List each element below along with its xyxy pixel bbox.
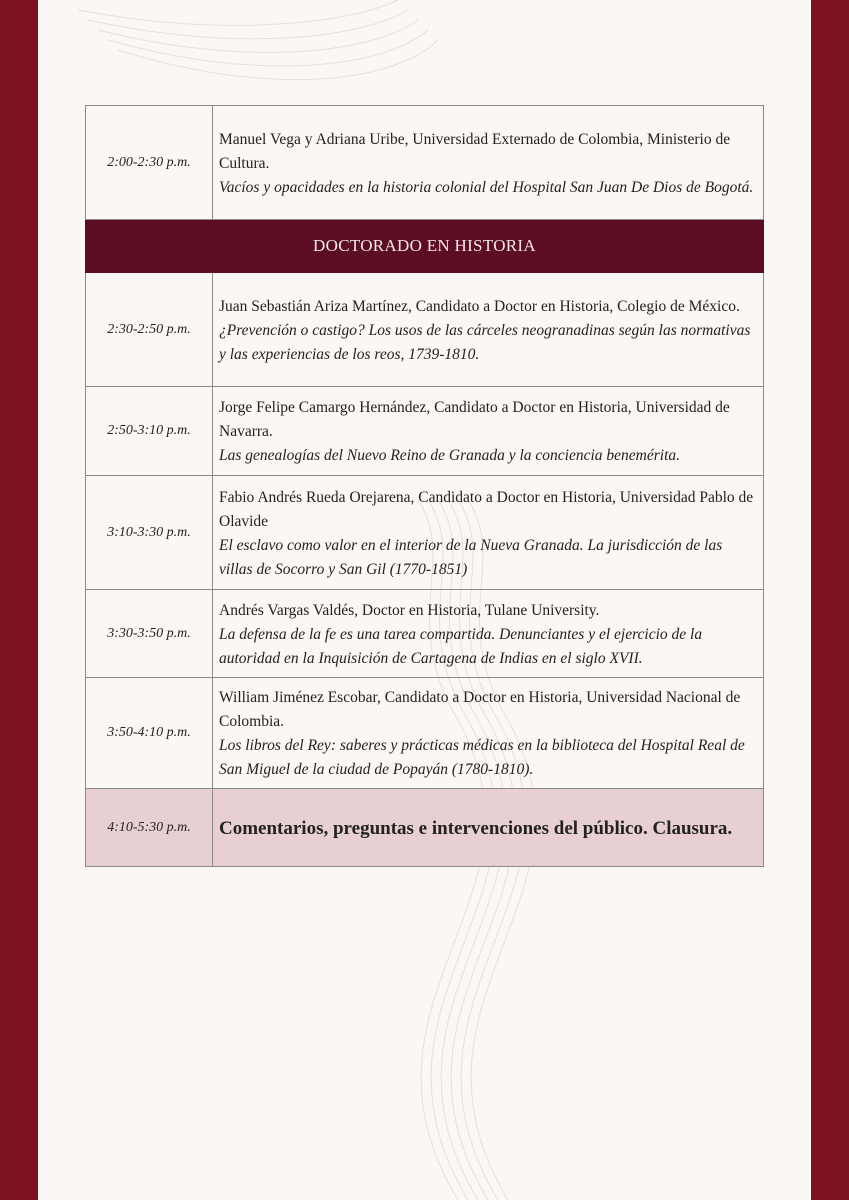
speakers-text: Fabio Andrés Rueda Orejarena, Candidato a Doctor en Historia, Universidad Pablo de Olavide bbox=[219, 488, 754, 530]
talk-title: Las genealogías del Nuevo Reino de Granada y la conciencia benemérita. bbox=[219, 447, 681, 464]
section-heading: DOCTORADO EN HISTORIA bbox=[86, 220, 764, 273]
talk-title: Vacíos y opacidades en la historia colonial del Hospital San Juan De Dios de Bogotá. bbox=[219, 178, 754, 196]
session-cell bbox=[213, 476, 764, 590]
table-row bbox=[86, 678, 764, 789]
time-cell: 2:50-3:10 p.m. bbox=[86, 387, 213, 476]
session-cell bbox=[213, 590, 764, 678]
time-cell: 3:30-3:50 p.m. bbox=[86, 590, 213, 678]
left-border-band bbox=[0, 0, 38, 1200]
time-cell: 3:50-4:10 p.m. bbox=[86, 678, 213, 789]
time-cell: 4:10-5:30 p.m. bbox=[86, 789, 213, 867]
table-row bbox=[86, 476, 764, 590]
right-border-band bbox=[811, 0, 849, 1200]
time-cell: 2:00-2:30 p.m. bbox=[86, 106, 213, 220]
speakers-text: Andrés Vargas Valdés, Doctor en Historia, Tulane University. bbox=[219, 601, 600, 619]
program-schedule-table bbox=[85, 105, 764, 867]
table-row bbox=[86, 387, 764, 476]
time-cell: 2:30-2:50 p.m. bbox=[86, 273, 213, 387]
table-row bbox=[86, 273, 764, 387]
talk-title: Los libros del Rey: saberes y prácticas médicas en la biblioteca del Hospital Real de San Miguel de la ciudad de Popayán (1780-1810). bbox=[219, 737, 745, 778]
session-cell bbox=[213, 678, 764, 789]
table-row bbox=[86, 590, 764, 678]
time-cell: 3:10-3:30 p.m. bbox=[86, 476, 213, 590]
session-cell bbox=[213, 106, 764, 220]
table-row bbox=[86, 106, 764, 220]
speakers-text: Juan Sebastián Ariza Martínez, Candidato a Doctor en Historia, Colegio de México. bbox=[219, 297, 740, 315]
section-heading-row bbox=[86, 220, 764, 273]
speakers-text: Jorge Felipe Camargo Hernández, Candidato a Doctor en Historia, Universidad de Navarra. bbox=[219, 399, 730, 440]
session-cell bbox=[213, 387, 764, 476]
closing-text: Comentarios, preguntas e intervenciones del público. Clausura. bbox=[213, 789, 764, 867]
closing-row bbox=[86, 789, 764, 867]
talk-title: El esclavo como valor en el interior de la Nueva Granada. La jurisdicción de las villas de Socorro y San Gil (1770-1851) bbox=[219, 536, 723, 578]
talk-title: ¿Prevención o castigo? Los usos de las cárceles neogranadinas según las normativas y las experiencias de los reos, 1739-1810. bbox=[219, 321, 751, 363]
session-cell bbox=[213, 273, 764, 387]
talk-title: La defensa de la fe es una tarea compartida. Denunciantes y el ejercicio de la autoridad en la Inquisición de Cartagena de Indias en el siglo XVII. bbox=[219, 625, 703, 667]
speakers-text: William Jiménez Escobar, Candidato a Doctor en Historia, Universidad Nacional de Colombia. bbox=[219, 689, 741, 730]
speakers-text: Manuel Vega y Adriana Uribe, Universidad Externado de Colombia, Ministerio de Cultura. bbox=[219, 130, 731, 172]
